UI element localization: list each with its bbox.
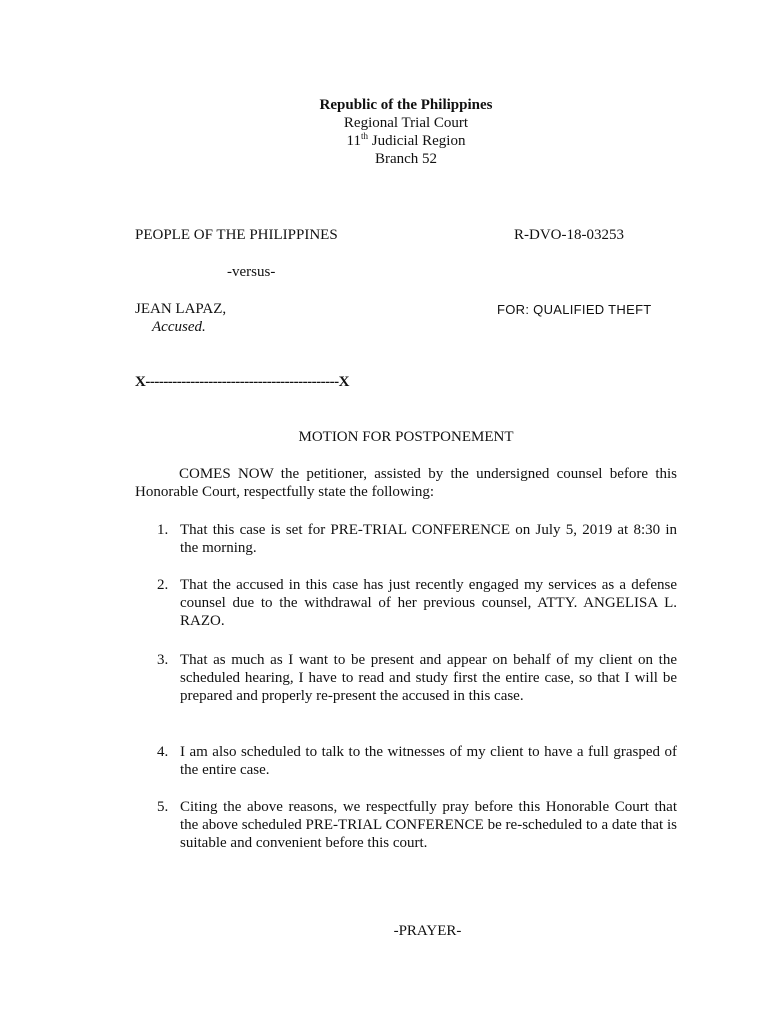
list-item-number: 3.	[157, 652, 169, 668]
accused-designation: Accused.	[152, 319, 206, 335]
court-heading	[0, 96, 768, 168]
list-item-text: That the accused in this case has just recently engaged my services as a defense counsel due to the withdrawal of her previous counsel, ATTY. ANGELISA L. RAZO.	[180, 577, 677, 629]
intro-text: COMES NOW the petitioner, assisted by the undersigned counsel before this Honorable Court, respectfully state the following:	[135, 466, 677, 500]
list-item-number: 5.	[157, 799, 169, 815]
list-item-text: That this case is set for PRE-TRIAL CONFERENCE on July 5, 2019 at 8:30 in the morning.	[180, 522, 677, 556]
heading-region-suffix: th	[360, 131, 368, 141]
heading-region-text: Judicial Region	[367, 133, 466, 149]
heading-region	[0, 132, 768, 150]
case-number: R-DVO-18-03253	[514, 227, 624, 243]
heading-republic: Republic of the Philippines	[319, 97, 493, 113]
list-item-text: That as much as I want to be present and appear on behalf of my client on the scheduled hearing, I have to read and study first the entire case, so that I will be prepared and properly re-present the accused in this case.	[180, 652, 677, 704]
plaintiff-name: PEOPLE OF THE PHILIPPINES	[135, 227, 338, 243]
list-item-number: 1.	[157, 522, 169, 538]
intro-paragraph	[135, 465, 677, 501]
heading-branch: Branch 52	[374, 151, 438, 167]
prayer-heading: -PRAYER-	[393, 923, 462, 939]
motion-title: MOTION FOR POSTPONEMENT	[298, 429, 514, 445]
list-item-text: I am also scheduled to talk to the witnesses of my client to have a full grasped of the entire case.	[180, 744, 677, 778]
versus-label: -versus-	[227, 264, 276, 280]
accused-name: JEAN LAPAZ,	[135, 301, 227, 317]
list-item-number: 2.	[157, 577, 169, 593]
list-item-text: Citing the above reasons, we respectfully pray before this Honorable Court that the above scheduled PRE-TRIAL CONFERENCE be re-scheduled to a date that is suitable and convenient before this court.	[180, 799, 677, 851]
heading-region-number: 11	[346, 133, 361, 149]
list-item-number: 4.	[157, 744, 169, 760]
caption-separator: X-------------------------------------------X	[135, 374, 349, 390]
heading-court: Regional Trial Court	[343, 115, 469, 131]
charge-label: FOR: QUALIFIED THEFT	[497, 302, 652, 317]
